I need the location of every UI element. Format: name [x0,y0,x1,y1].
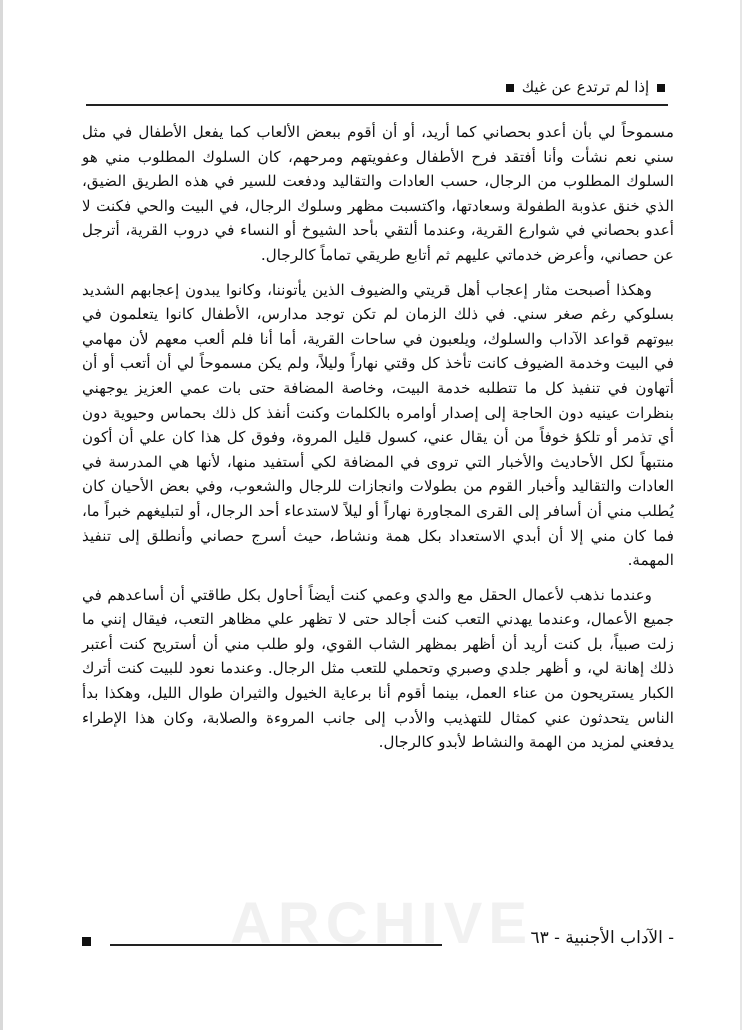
footer-book-title: الآداب الأجنبية [565,928,663,948]
square-bullet-icon [82,937,91,946]
page-number: ٦٣ [530,928,549,948]
paragraph-2: وهكذا أصبحت مثار إعجاب أهل قريتي والضيوف الذين يأتوننا، وكانوا يبدون إعجابهم الشديد بسلوكي رغم صغر سني. في ذلك الزمان لم تكن توجد مدارس، الأطفال كانوا يتعلمون في بيوتهم قواعد الآداب والسلوك، ويلعبون في ساحات القرية، أما أنا فلم ألعب معهم لأن مهامي في البيت وخدمة الضيوف كانت تأخذ كل وقتي نهاراً وليلاً، ولم يكن مسموحاً لي أن أتعب أو أن أتهاون في تنفيذ كل ما تتطلبه خدمة البيت، وخاصة المضافة حتى بات عمي العزيز يوجهني بنظرات عينيه دون الحاجة إلى إصدار أوامره بالكلمات وكنت أنفذ كل ذلك بحماس وحيوية دون أي تذمر أو تلكؤ خوفاً من أن يقال عني، كسول قليل المروة، وفوق كل هذا كان علي أن أكون منتبهاً لكل الأحاديث والأخبار التي تروى في المضافة لكي أستفيد منها، لأنها هي المدرسة في العادات والتقاليد وأخبار القوم من بطولات وانجازات للرجال والشعوب، وفي بعض الأحيان كان يُطلب مني أن أسافر إلى القرى المجاورة نهاراً أو ليلاً لاستدعاء أحد الرجال، أو لتبليغهم خبراً ما، فما كان مني إلا أن أبدي الاستعداد بكل همة ونشاط، حيث أسرج حصاني وأنطلق إلى تنفيذ المهمة. [82,280,674,570]
square-bullet-icon [657,84,665,92]
running-title: إذا لم ترتدع عن غيك [521,78,650,96]
body-text [82,120,674,765]
archive-watermark: ARCHIVE [230,891,534,956]
paragraph-3: وعندما نذهب لأعمال الحقل مع والدي وعمي كنت أيضاً أحاول بكل طاقتي أن أساعدهم في جميع الأعمال، وعندما يهدني التعب كنت أجالد حتى لا تظهر علي مظاهر التعب، فيقال إنني ما زلت صبياً، بل كنت أريد أن أظهر بمظهر الشاب القوي، ولو طلب مني أن أستريح كنت أعتبر ذلك إهانة لي، و أظهر جلدي وصبري وتحملي للتعب مثل الرجال. وعندما نعود للبيت كنت أترك الكبار يستريحون من عناء العمل، بينما أقوم أنا برعاية الخيول والثيران طوال الليل، وهكذا بدأ الناس يتحدثون عني كمثال للتهذيب والأدب إلى جانب المروءة والصلابة، وكان هذا الإطراء يدفعني لمزيد من الهمة والنشاط لأبدو كالرجال. [82,585,674,752]
footer-dash-mid: - [554,928,560,948]
header-rule [86,104,668,106]
paragraph-1: مسموحاً لي بأن أعدو بحصاني كما أريد، أو أن أقوم ببعض الألعاب كما يفعل الأطفال في مثل سني نعم نشأت وأنا أفتقد فرح الأطفال وعفويتهم ومرحهم، كان السلوك المطلوب مني هو السلوك المطلوب من الرجال، حسب العادات والتقاليد ودفعت للسير في هذه الطريق الضيق، الذي خنق عذوبة الطفولة وسعادتها، واكتسبت مظهر وسلوك الرجال، في البيت والحي فكنت لا أعدو بحصاني في شوارع القرية، وعندما ألتقي بأحد الشيوخ أو النساء في دروب القرية، أترجل عن حصاني، وأعرض خدماتي عليهم ثم أتابع طريقي تماماً كالرجال. [82,123,674,264]
running-header [86,78,668,102]
page-footer [82,928,674,954]
footer-dash-right: - [668,928,674,948]
running-header-text [503,78,668,96]
footer-text [530,928,674,948]
square-bullet-icon [506,84,514,92]
footer-rule [110,944,442,946]
